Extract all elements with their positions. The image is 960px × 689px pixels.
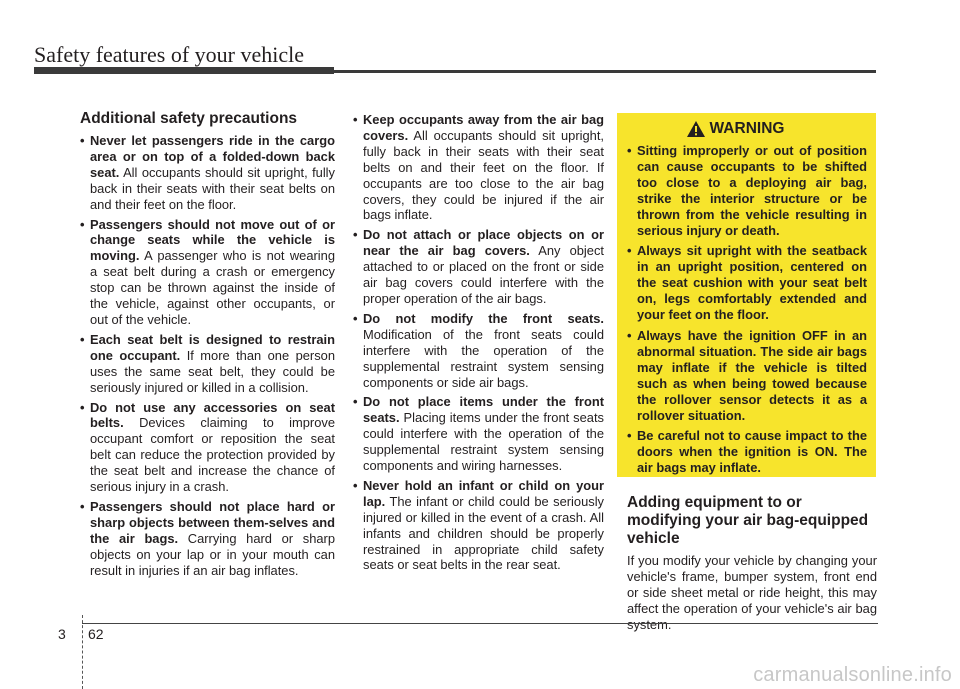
page-header-title: Safety features of your vehicle bbox=[34, 42, 304, 67]
item-bold: Do not place items under the front seats. bbox=[363, 394, 604, 426]
watermark: carmanualsonline.info bbox=[753, 664, 952, 686]
right-column bbox=[627, 494, 877, 633]
list-item bbox=[353, 394, 604, 474]
warning-title: WARNING bbox=[709, 120, 785, 137]
item-text: All occupants should sit upright, fully back in their seats with their seat belts on and their feet on the floor. If occupants are too close to the air bag covers, they could be injured if the air bags inflate. bbox=[363, 127, 604, 223]
item-text: Devices claiming to improve occupant comfort or reposition the seat belt can reduce the protection provided by the seat belt and increase the chance of serious injury in a crash. bbox=[90, 415, 335, 495]
list-item bbox=[80, 332, 335, 396]
middle-column bbox=[353, 112, 604, 577]
list-item bbox=[353, 227, 604, 307]
list-item bbox=[353, 478, 604, 573]
item-text: The infant or child could be seriously injured or killed in the event of a crash. All infants and children should be properly restrained in appropriate child safety seats or seat belts in the rear seat. bbox=[363, 493, 604, 573]
footer-rule bbox=[82, 623, 878, 624]
item-text: All occupants should sit upright, fully back in their seats with their seat belts on and their feet on the floor. bbox=[90, 164, 335, 212]
warning-box bbox=[617, 113, 876, 477]
item-bold: Passengers should not place hard or sharp objects between them-selves and the air bags. bbox=[90, 498, 335, 546]
item-text: Modification of the front seats could interfere with the operation of the supplemental restraint system sensing components or side air bags. bbox=[363, 326, 604, 390]
item-bold: Keep occupants away from the air bag covers. bbox=[363, 112, 604, 143]
item-text: A passenger who is not wearing a seat belt during a crash or emergency stop can be thrown against the inside of the vehicle, against other occupants, or out of the vehicle. bbox=[90, 248, 335, 327]
header-rule bbox=[34, 70, 876, 73]
footer-divider bbox=[82, 615, 83, 689]
item-bold: Passengers should not move out of or change seats while the vehicle is moving. bbox=[90, 216, 335, 264]
warning-header bbox=[603, 120, 867, 138]
item-text: Carrying hard or sharp objects on your lap or in your mouth can result in injuries if an air bag inflates. bbox=[90, 530, 335, 578]
section-heading: Additional safety precautions bbox=[80, 110, 298, 127]
item-bold: Never let passengers ride in the cargo area or on top of a folded-down back seat. bbox=[90, 133, 335, 180]
list-item bbox=[353, 311, 604, 391]
item-bold: Do not modify the front seats. bbox=[363, 310, 604, 326]
section-heading: Adding equipment to or modifying your air bag-equipped vehicle bbox=[627, 494, 869, 547]
warning-item: • Always sit upright with the seatback in an upright position, centered on the seat cushion with your seat belt on, legs comfortably extended and your feet on the floor. bbox=[627, 243, 867, 323]
precaution-list bbox=[80, 133, 335, 578]
precaution-list bbox=[353, 112, 604, 573]
chapter-number: 3 bbox=[58, 626, 66, 642]
warning-item: • Be careful not to cause impact to the doors when the ignition is ON. The air bags may inflate. bbox=[627, 428, 867, 476]
item-bold: Each seat belt is designed to restrain one occupant. bbox=[90, 331, 335, 363]
warning-list bbox=[627, 143, 867, 476]
section-body: If you modify your vehicle by changing your vehicle's frame, bumper system, front end or side sheet metal or ride height, this may affect the operation of your vehicle's air bag system. bbox=[627, 553, 877, 632]
list-item bbox=[80, 133, 335, 213]
warning-item: • Sitting improperly or out of position can cause occupants to be shifted too close to a deploying air bag, strike the interior structure or be thrown from the vehicle resulting in serious injury or death. bbox=[627, 143, 867, 238]
left-column bbox=[80, 110, 335, 582]
item-text: Placing items under the front seats could interfere with the operation of the supplemental restraint system sensing components and wiring harnesses. bbox=[363, 410, 604, 474]
item-bold: Do not use any accessories on seat belts. bbox=[90, 399, 335, 431]
item-bold: Do not attach or place objects on or near the air bag covers. bbox=[363, 227, 604, 259]
item-bold: Never hold an infant or child on your lap. bbox=[363, 477, 604, 509]
warning-triangle-icon bbox=[686, 120, 706, 138]
list-item bbox=[353, 112, 604, 223]
warning-item: • Always have the ignition OFF in an abnormal situation. The side air bags may inflate if the vehicle is tilted such as when being towed because the rollover sensor detects it as a rollover situation. bbox=[627, 328, 867, 423]
list-item bbox=[80, 499, 335, 579]
item-text: Any object attached to or placed on the front or side air bag covers could interfere with the proper operation of the air bags. bbox=[363, 243, 604, 306]
list-item bbox=[80, 217, 335, 328]
list-item bbox=[80, 400, 335, 495]
page-number: 62 bbox=[88, 626, 104, 642]
item-text: If more than one person uses the same seat belt, they could be seriously injured or killed in a collision. bbox=[90, 347, 335, 395]
